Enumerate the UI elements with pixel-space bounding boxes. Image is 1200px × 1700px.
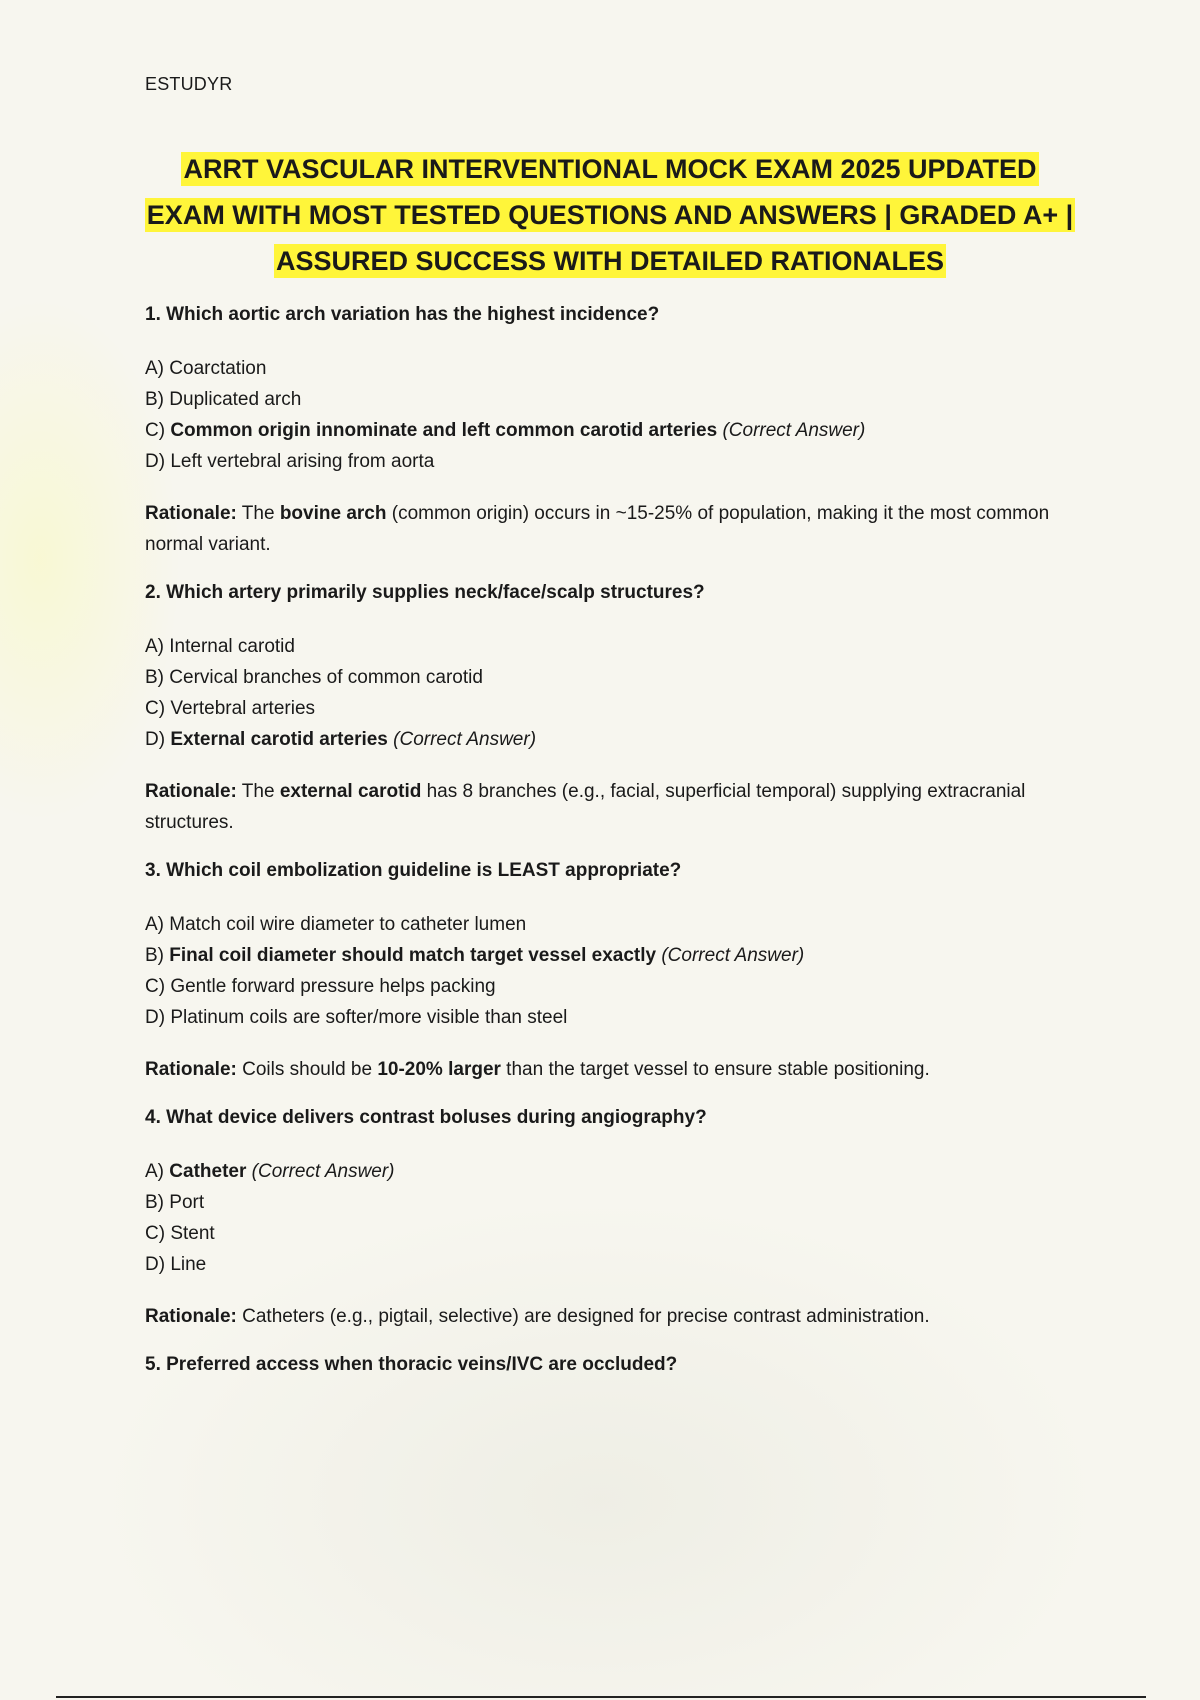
option-letter: B) bbox=[145, 667, 170, 688]
rationale-label: Rationale: bbox=[145, 1306, 237, 1327]
answer-option bbox=[145, 940, 1085, 971]
correct-answer-note: (Correct Answer) bbox=[251, 1161, 395, 1182]
correct-answer-note: (Correct Answer) bbox=[722, 420, 866, 441]
rationale-text: Coils should be bbox=[236, 1059, 378, 1080]
brand-header: ESTUDYR bbox=[145, 74, 233, 94]
document-title bbox=[130, 146, 1090, 284]
option-letter: D) bbox=[145, 451, 171, 472]
rationale-text: The bbox=[236, 781, 280, 802]
option-letter: A) bbox=[145, 636, 170, 657]
answer-options bbox=[145, 909, 1085, 1033]
option-text: Match coil wire diameter to catheter lumen bbox=[169, 914, 527, 935]
rationale bbox=[145, 776, 1085, 838]
option-text: Duplicated arch bbox=[169, 389, 302, 410]
rationale-label: Rationale: bbox=[145, 503, 237, 524]
answer-options bbox=[145, 631, 1085, 755]
rationale-label: Rationale: bbox=[145, 781, 237, 802]
answer-option bbox=[145, 415, 1085, 446]
rationale bbox=[145, 1054, 1085, 1085]
option-letter: B) bbox=[145, 1192, 170, 1213]
option-letter: A) bbox=[145, 1161, 170, 1182]
option-text: Left vertebral arising from aorta bbox=[170, 451, 435, 472]
correct-answer-note: (Correct Answer) bbox=[393, 729, 537, 750]
answer-option bbox=[145, 971, 1085, 1002]
question-text: 2. Which artery primarily supplies neck/face/scalp structures? bbox=[145, 582, 705, 603]
rationale-label: Rationale: bbox=[145, 1059, 237, 1080]
rationale-text: Catheters (e.g., pigtail, selective) are designed for precise contrast administration. bbox=[236, 1306, 930, 1327]
answer-option bbox=[145, 693, 1085, 724]
answer-option bbox=[145, 446, 1085, 477]
option-letter: C) bbox=[145, 1223, 171, 1244]
answer-option bbox=[145, 1156, 1085, 1187]
option-letter: C) bbox=[145, 698, 171, 719]
option-letter: D) bbox=[145, 1007, 171, 1028]
rationale-emphasis: 10-20% larger bbox=[377, 1059, 501, 1080]
answer-option bbox=[145, 1249, 1085, 1280]
rationale-text: (common origin) occurs in ~15-25% of population, making it the most common normal variant. bbox=[145, 503, 1050, 555]
answer-options bbox=[145, 353, 1085, 477]
title-line-2: EXAM WITH MOST TESTED QUESTIONS AND ANSWERS | GRADED A+ | bbox=[146, 200, 1074, 230]
option-text: Internal carotid bbox=[169, 636, 295, 657]
option-letter: C) bbox=[145, 976, 171, 997]
correct-answer-note: (Correct Answer) bbox=[661, 945, 805, 966]
option-text: Cervical branches of common carotid bbox=[169, 667, 483, 688]
option-text: Stent bbox=[170, 1223, 215, 1244]
footer-divider bbox=[56, 1696, 1146, 1698]
correct-option-text: External carotid arteries bbox=[170, 729, 388, 750]
option-letter: D) bbox=[145, 1254, 171, 1275]
answer-option bbox=[145, 631, 1085, 662]
rationale-text: The bbox=[236, 503, 280, 524]
option-letter: D) bbox=[145, 729, 171, 750]
correct-option-text: Catheter bbox=[169, 1161, 247, 1182]
correct-option-text: Common origin innominate and left common carotid arteries bbox=[170, 420, 718, 441]
option-letter: A) bbox=[145, 358, 170, 379]
answer-option bbox=[145, 1218, 1085, 1249]
rationale bbox=[145, 498, 1085, 560]
option-letter: B) bbox=[145, 945, 170, 966]
answer-option bbox=[145, 662, 1085, 693]
answer-option bbox=[145, 1002, 1085, 1033]
option-letter: A) bbox=[145, 914, 170, 935]
correct-option-text: Final coil diameter should match target vessel exactly bbox=[169, 945, 657, 966]
option-text: Line bbox=[170, 1254, 207, 1275]
rationale-text: than the target vessel to ensure stable positioning. bbox=[500, 1059, 930, 1080]
rationale-emphasis: external carotid bbox=[279, 781, 422, 802]
title-line-3: ASSURED SUCCESS WITH DETAILED RATIONALES bbox=[275, 246, 945, 276]
answer-option bbox=[145, 909, 1085, 940]
question-text: 5. Preferred access when thoracic veins/IVC are occluded? bbox=[145, 1354, 678, 1375]
answer-options bbox=[145, 1156, 1085, 1280]
rationale-text: has 8 branches (e.g., facial, superficial temporal) supplying extracranial structures. bbox=[145, 781, 1026, 833]
rationale-emphasis: bovine arch bbox=[279, 503, 387, 524]
question-text: 1. Which aortic arch variation has the highest incidence? bbox=[145, 304, 660, 325]
rationale bbox=[145, 1301, 1085, 1332]
option-letter: C) bbox=[145, 420, 171, 441]
title-line-1: ARRT VASCULAR INTERVENTIONAL MOCK EXAM 2025 UPDATED bbox=[183, 154, 1037, 184]
option-text: Platinum coils are softer/more visible than steel bbox=[170, 1007, 568, 1028]
answer-option bbox=[145, 384, 1085, 415]
option-text: Port bbox=[169, 1192, 205, 1213]
option-text: Vertebral arteries bbox=[170, 698, 316, 719]
answer-option bbox=[145, 1187, 1085, 1218]
option-text: Coarctation bbox=[169, 358, 267, 379]
answer-option bbox=[145, 353, 1085, 384]
option-letter: B) bbox=[145, 389, 170, 410]
answer-option bbox=[145, 724, 1085, 755]
option-text: Gentle forward pressure helps packing bbox=[170, 976, 496, 997]
question-text: 4. What device delivers contrast boluses during angiography? bbox=[145, 1107, 707, 1128]
question-text: 3. Which coil embolization guideline is LEAST appropriate? bbox=[145, 860, 682, 881]
question-list bbox=[145, 300, 1085, 1403]
